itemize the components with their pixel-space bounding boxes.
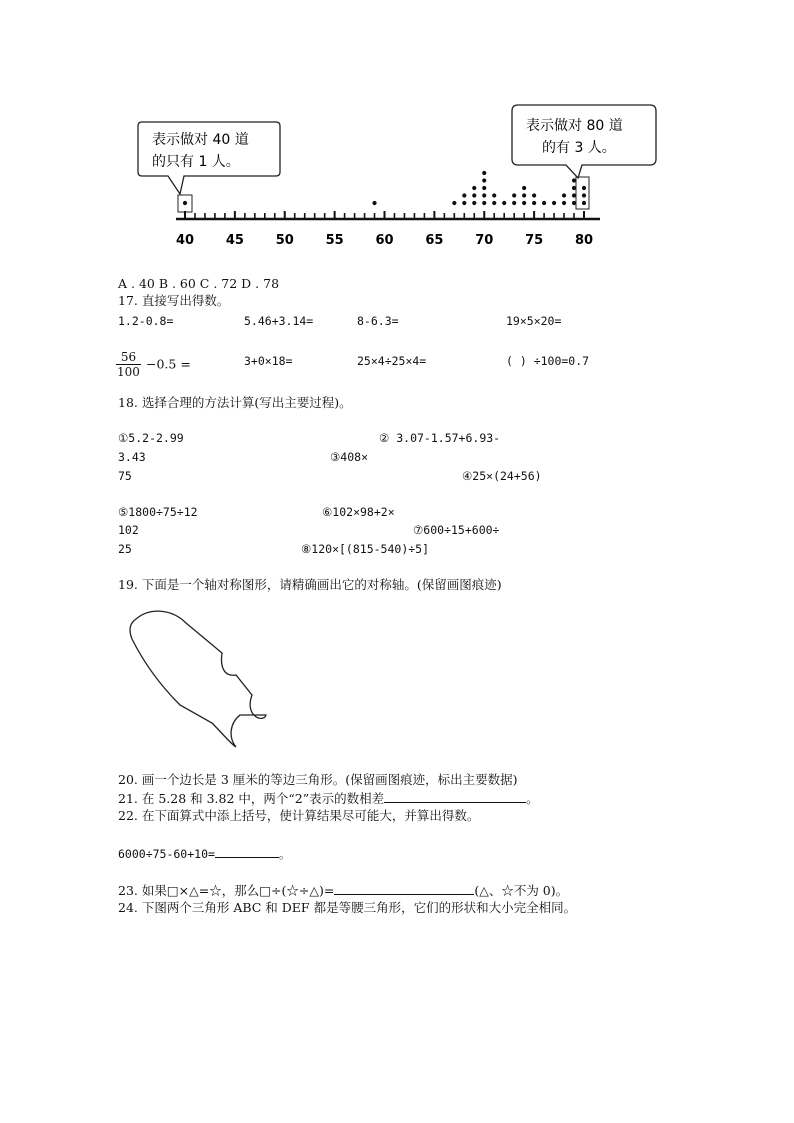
q18-item-5: ⑤1800÷75÷12: [118, 505, 198, 519]
dot-70-2: [482, 193, 486, 197]
q18-item-6b: 102: [118, 523, 139, 537]
right-speech-bubble: [512, 105, 656, 178]
dot-59-1: [372, 201, 376, 205]
q17-item-4: 19×5×20=: [506, 314, 562, 328]
dot-40-1: [183, 201, 187, 205]
q18-item-3b: 75: [118, 469, 132, 483]
q24-text: 24. 下图两个三角形 ABC 和 DEF 都是等腰三角形，它们的形状和大小完全相同。: [118, 900, 577, 915]
q18-item-6a: ⑥102×98+2×: [322, 505, 395, 519]
q23-text: [118, 882, 568, 899]
q18-title: 18. 选择合理的方法计算(写出主要过程)。: [118, 395, 352, 410]
q18-item-4: ④25×(24+56): [462, 469, 542, 483]
q22-expr: 6000÷75-60+10=: [118, 847, 215, 861]
dot-78-1: [562, 201, 566, 205]
dot-80-2: [582, 193, 586, 197]
tick-label-40: 40: [175, 233, 195, 248]
q18-item-2a: ② 3.07-1.57+6.93-: [379, 431, 501, 445]
dot-69-1: [472, 201, 476, 205]
left-bubble-line-1: 表示做对 40 道: [152, 132, 249, 148]
dot-70-4: [482, 178, 486, 182]
symmetric-shape-figure: [120, 605, 280, 755]
q17-item-2: 5.46+3.14=: [244, 314, 314, 328]
dot-74-1: [522, 201, 526, 205]
dot-76-1: [542, 201, 546, 205]
dot-68-2: [462, 193, 466, 197]
dot-plot-figure: [0, 0, 794, 260]
q18-item-8: ⑧120×[(815-540)÷5]: [301, 542, 430, 556]
q20-text: 20. 画一个边长是 3 厘米的等边三角形。(保留画图痕迹，标出主要数据): [118, 772, 518, 787]
dot-78-2: [562, 193, 566, 197]
tick-label-75: 75: [525, 233, 544, 248]
q18-item-7a: ⑦600÷15+600÷: [413, 523, 500, 537]
dot-71-2: [492, 193, 496, 197]
q22-expression: [118, 845, 290, 862]
tick-marks: [185, 211, 584, 219]
left-bubble-line-2: 的只有 1 人。: [152, 154, 240, 170]
q17-fraction-item: [116, 350, 191, 379]
dot-70-1: [482, 201, 486, 205]
fraction-denominator: 100: [117, 365, 140, 379]
dot-68-1: [462, 201, 466, 205]
q21-answer-blank[interactable]: [384, 790, 526, 803]
dot-71-1: [492, 201, 496, 205]
left-speech-bubble: [138, 122, 280, 194]
dot-73-2: [512, 193, 516, 197]
tick-labels: [176, 233, 593, 248]
fraction-rest: −0.5 =: [146, 356, 191, 372]
q23-answer-blank[interactable]: [334, 882, 474, 895]
fraction: [116, 350, 141, 379]
dot-77-1: [552, 201, 556, 205]
q17-item-1: 1.2-0.8=: [118, 314, 174, 328]
dot-79-1: [572, 201, 576, 205]
dot-67-1: [452, 201, 456, 205]
q18-item-2b: 3.43: [118, 450, 146, 464]
tick-label-55: 55: [325, 233, 344, 248]
q17-title: 17. 直接写出得数。: [118, 293, 230, 308]
dot-80-3: [582, 186, 586, 190]
dot-70-3: [482, 186, 486, 190]
q16-options: A . 40 B . 60 C . 72 D . 78: [118, 276, 280, 291]
dot-69-3: [472, 186, 476, 190]
dot-74-3: [522, 186, 526, 190]
dot-79-3: [572, 186, 576, 190]
tick-label-60: 60: [375, 233, 394, 248]
q17-item-6: 3+0×18=: [244, 354, 293, 368]
tick-label-50: 50: [275, 233, 294, 248]
dot-74-2: [522, 193, 526, 197]
q21-text: [118, 790, 539, 807]
q17-item-7: 25×4÷25×4=: [357, 354, 427, 368]
right-bubble-line-1: 表示做对 80 道: [526, 118, 623, 134]
q23-stem: 23. 如果□×△=☆，那么□÷(☆÷△)=: [118, 883, 335, 898]
dot-75-2: [532, 193, 536, 197]
tick-label-80: 80: [574, 233, 594, 248]
dot-75-1: [532, 201, 536, 205]
q21-stem: 21. 在 5.28 和 3.82 中，两个“2”表示的数相差: [118, 791, 385, 806]
q17-item-8: ( ) ÷100=0.7: [506, 354, 590, 368]
q18-item-1: ①5.2-2.99: [118, 431, 184, 445]
q22-end: 。: [278, 847, 291, 861]
q23-end: (△、☆不为 0)。: [474, 883, 569, 898]
dot-72-1: [502, 201, 506, 205]
q18-item-3a: ③408×: [330, 450, 369, 464]
q18-item-7b: 25: [118, 542, 132, 556]
q17-item-3: 8-6.3=: [357, 314, 399, 328]
dot-79-4: [572, 178, 576, 182]
dot-70-5: [482, 171, 486, 175]
fraction-numerator: 56: [116, 350, 141, 365]
dot-73-1: [512, 201, 516, 205]
tick-label-45: 45: [225, 233, 244, 248]
dot-80-1: [582, 201, 586, 205]
dot-69-2: [472, 193, 476, 197]
right-bubble-line-2: 的有 3 人。: [542, 140, 616, 156]
q21-end: 。: [526, 791, 539, 806]
q22-text: 22. 在下面算式中添上括号，使计算结果尽可能大，并算出得数。: [118, 808, 480, 823]
tick-label-70: 70: [475, 233, 494, 248]
q19-text: 19. 下面是一个轴对称图形，请精确画出它的对称轴。(保留画图痕迹): [118, 577, 502, 592]
tick-label-65: 65: [425, 233, 444, 248]
q22-answer-blank[interactable]: [215, 845, 279, 858]
dot-79-2: [572, 193, 576, 197]
